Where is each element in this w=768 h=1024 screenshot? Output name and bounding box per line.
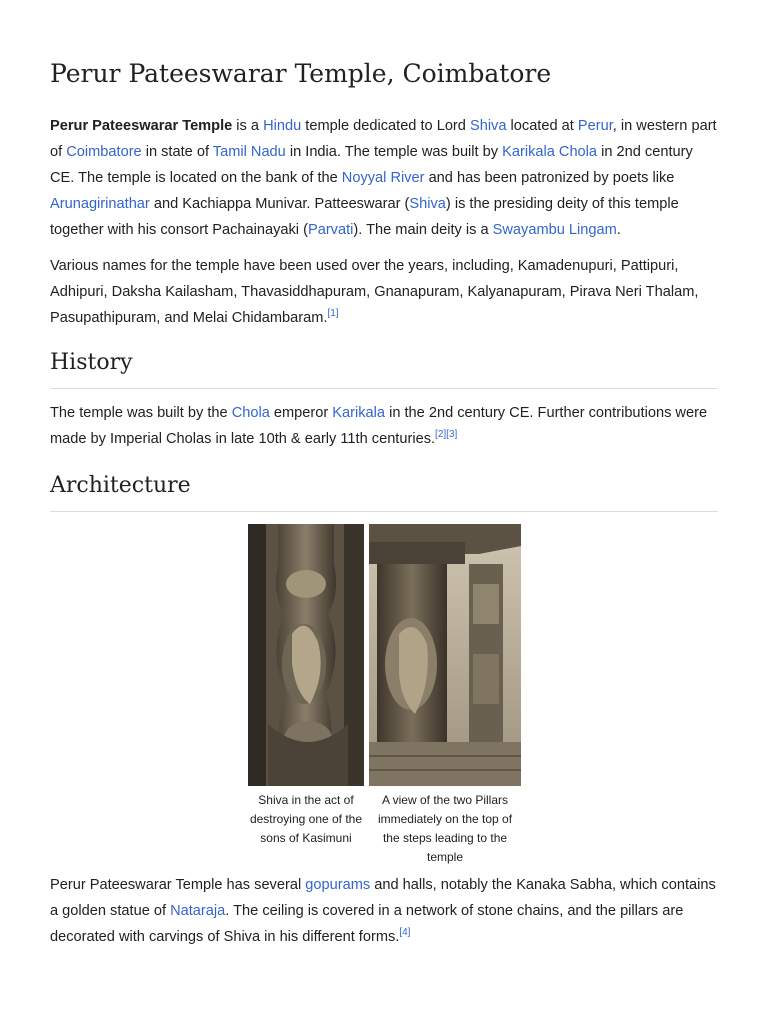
- link-arunagirinathar[interactable]: Arunagirinathar: [50, 196, 150, 212]
- citation-1[interactable]: [1]: [327, 308, 339, 320]
- intro-paragraph: Perur Pateeswarar Temple is a Hindu temple dedicated to Lord Shiva located at Perur, in western part of Coimbatore in state of Tamil Nadu in India. The temple was built by Karikala Chola in 2nd century CE. The temple is located on the bank of the Noyyal River and has been patronized by poets like Arunagirinathar and Kachiappa Munivar. Patteeswarar (Shiva) is the presiding deity of this temple together with his consort Pachainayaki (Parvati). The main deity is a Swayambu Lingam.: [50, 118, 717, 238]
- link-coimbatore[interactable]: Coimbatore: [66, 144, 142, 160]
- link-parvati[interactable]: Parvati: [307, 222, 354, 238]
- names-paragraph: Various names for the temple have been used over the years, including, Kamadenupuri, Pattipuri, Adhipuri, Daksha Kailasham, Thavasiddhapuram, Gnanapuram, Kalyanapuram, Pirava Neri Thalam, Pasupathipuram, and Melai Chidambaram.[1]: [50, 258, 699, 326]
- link-tamil-nadu[interactable]: Tamil Nadu: [212, 144, 286, 160]
- link-swayambu-lingam[interactable]: Swayambu Lingam: [492, 222, 617, 238]
- link-shiva-deity[interactable]: Shiva: [409, 196, 446, 212]
- image-gallery: [50, 524, 718, 867]
- gallery-caption: Shiva in the act of destroying one of the sons of Kasimuni: [249, 793, 363, 845]
- section-heading-history: History: [50, 348, 718, 389]
- link-chola[interactable]: Chola: [231, 405, 270, 421]
- link-nataraja[interactable]: Nataraja: [170, 903, 226, 919]
- citation-3[interactable]: [3]: [446, 429, 458, 441]
- architecture-paragraph: Perur Pateeswarar Temple has several gopurams and halls, notably the Kanaka Sabha, which contains a golden statue of Nataraja. The ceiling is covered in a network of stone chains, and the pillars are decorated with carvings of Shiva in his different forms.[4]: [50, 877, 716, 945]
- link-perur[interactable]: Perur: [577, 118, 613, 134]
- gallery-item: [369, 524, 521, 867]
- carved-pillar-shiva-photo[interactable]: [248, 524, 364, 786]
- link-karikala[interactable]: Karikala: [332, 405, 386, 421]
- link-gopurams[interactable]: gopurams: [305, 877, 371, 893]
- history-paragraph: The temple was built by the Chola emperor Karikala in the 2nd century CE. Further contributions were made by Imperial Cholas in late 10th & early 11th centuries.[2][3]: [50, 405, 708, 447]
- citation-2[interactable]: [2]: [435, 429, 447, 441]
- link-shiva[interactable]: Shiva: [469, 118, 507, 134]
- article-subject: Perur Pateeswarar Temple: [50, 118, 233, 134]
- link-noyyal-river[interactable]: Noyyal River: [341, 170, 425, 186]
- link-karikala-chola[interactable]: Karikala Chola: [502, 144, 598, 160]
- section-heading-architecture: Architecture: [50, 471, 718, 512]
- two-pillars-steps-photo[interactable]: [369, 524, 521, 786]
- gallery-caption: A view of the two Pillars immediately on the top of the steps leading to the temple: [377, 793, 513, 864]
- citation-4[interactable]: [4]: [399, 927, 411, 939]
- gallery-item: [247, 524, 365, 867]
- link-hindu[interactable]: Hindu: [263, 118, 302, 134]
- page-title: Perur Pateeswarar Temple, Coimbatore: [50, 59, 552, 88]
